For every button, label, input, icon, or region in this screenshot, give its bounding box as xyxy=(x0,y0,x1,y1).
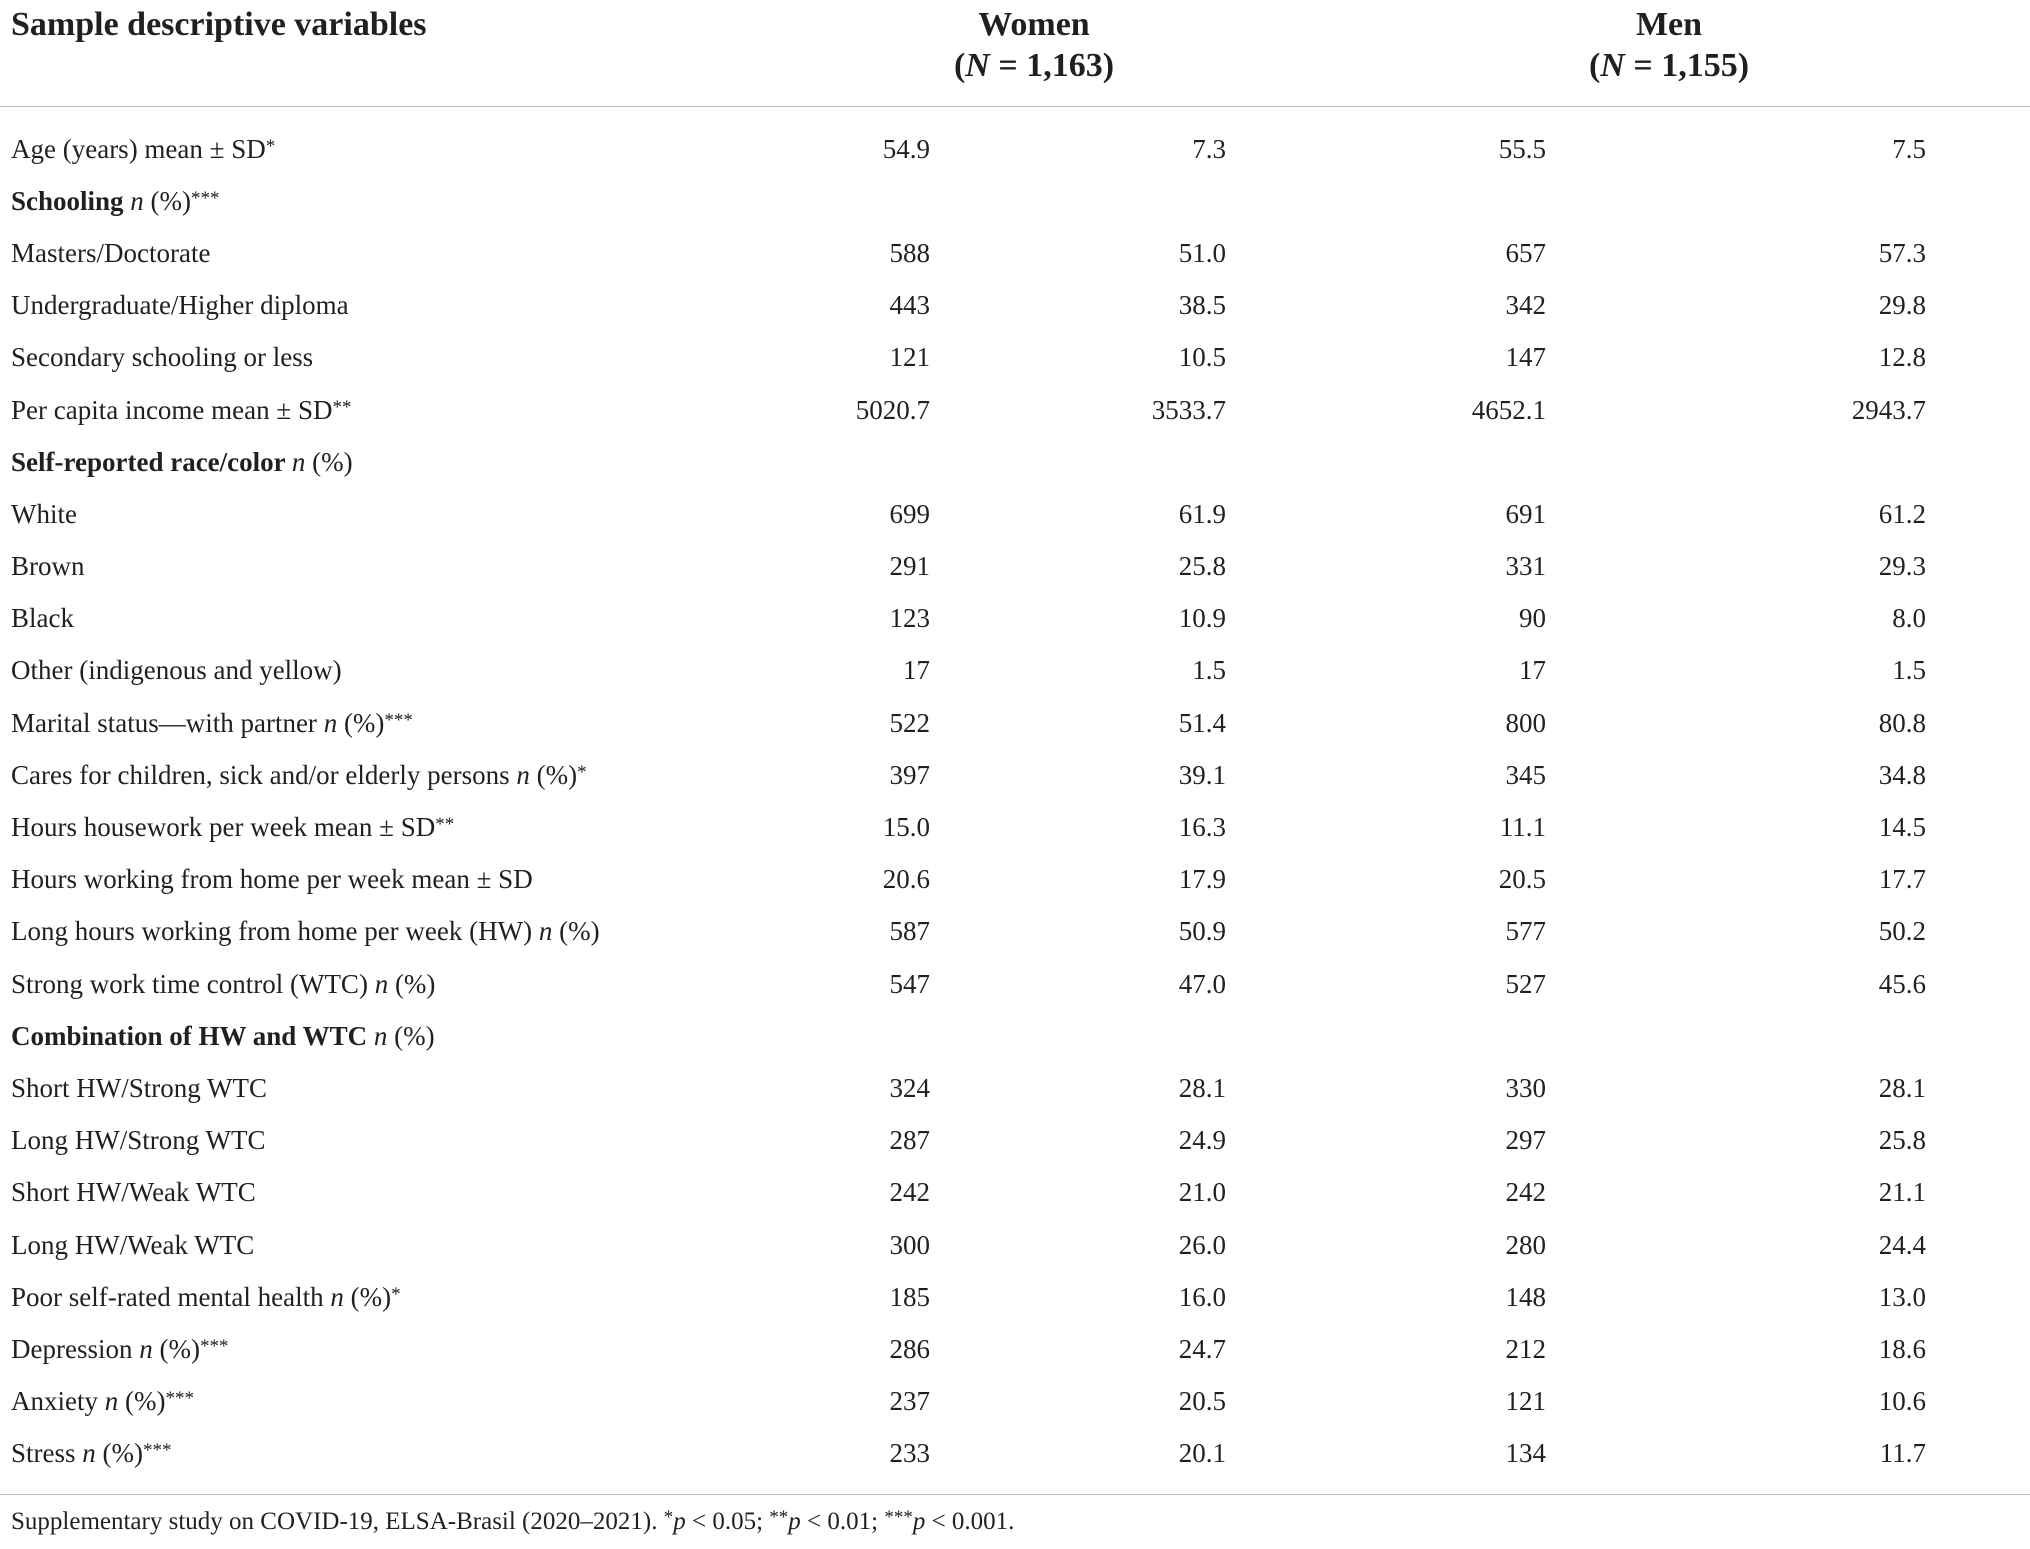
cell-women-value: 16.3 xyxy=(1178,812,1226,843)
cell-women-count: 287 xyxy=(889,1125,930,1156)
row-label: Age (years) mean ± SD* xyxy=(11,133,276,164)
table-header xyxy=(0,0,2030,107)
cell-women-count: 233 xyxy=(889,1438,930,1469)
cell-men-value: 13.0 xyxy=(1878,1281,1926,1312)
row-label: Marital status—with partner n (%)*** xyxy=(11,707,413,738)
table-row xyxy=(0,1115,2030,1167)
header-women-title: Women xyxy=(978,6,1090,43)
cell-men-count xyxy=(1308,175,1606,227)
cell-men-value: 29.3 xyxy=(1878,551,1926,582)
row-label: Other (indigenous and yellow) xyxy=(11,655,342,686)
table-row xyxy=(0,1010,2030,1062)
cell-men-count: 342 xyxy=(1505,290,1546,321)
cell-men-count xyxy=(1308,1010,1606,1062)
cell-women-count: 185 xyxy=(889,1281,930,1312)
table-row xyxy=(0,749,2030,801)
row-label: Brown xyxy=(11,551,85,582)
table-row xyxy=(0,854,2030,906)
cell-men-value: 21.1 xyxy=(1878,1177,1926,1208)
cell-women-value: 20.5 xyxy=(1178,1386,1226,1417)
cell-women-value: 7.3 xyxy=(1192,133,1226,164)
cell-women-value: 20.1 xyxy=(1178,1438,1226,1469)
cell-men-count: 148 xyxy=(1505,1281,1546,1312)
cell-men-value: 24.4 xyxy=(1878,1229,1926,1260)
cell-men-value: 10.6 xyxy=(1878,1386,1926,1417)
table-row xyxy=(0,1428,2030,1480)
cell-men-count: 17 xyxy=(1519,655,1546,686)
table-row xyxy=(0,175,2030,227)
cell-men-value: 11.7 xyxy=(1879,1438,1926,1469)
table-row xyxy=(0,541,2030,593)
cell-men-count: 527 xyxy=(1505,968,1546,999)
table-row xyxy=(0,1167,2030,1219)
row-label: Long hours working from home per week (HW) n (%) xyxy=(11,916,600,947)
cell-men-value: 8.0 xyxy=(1892,603,1926,634)
cell-women-count: 20.6 xyxy=(882,864,930,895)
cell-men-count: 242 xyxy=(1505,1177,1546,1208)
row-label: Schooling n (%)*** xyxy=(11,185,220,216)
table-row xyxy=(0,1062,2030,1114)
cell-men-value xyxy=(1606,1010,2030,1062)
cell-women-count: 17 xyxy=(903,655,930,686)
cell-men-count: 55.5 xyxy=(1498,133,1546,164)
cell-men-count: 20.5 xyxy=(1498,864,1546,895)
table-row xyxy=(0,645,2030,697)
cell-women-value: 51.4 xyxy=(1178,707,1226,738)
row-label: Depression n (%)*** xyxy=(11,1333,229,1364)
table-row xyxy=(0,1376,2030,1428)
table-row xyxy=(0,436,2030,488)
cell-women-count: 397 xyxy=(889,759,930,790)
row-label: Hours housework per week mean ± SD** xyxy=(11,812,455,843)
header-variables: Sample descriptive variables xyxy=(0,0,760,107)
row-label: Black xyxy=(11,603,74,634)
cell-women-count: 15.0 xyxy=(882,812,930,843)
table-row xyxy=(0,593,2030,645)
cell-women-value: 3533.7 xyxy=(1151,394,1226,425)
cell-men-value: 25.8 xyxy=(1878,1125,1926,1156)
header-women-count: (N = 1,163) xyxy=(953,47,1115,84)
cell-women-value xyxy=(932,436,1308,488)
cell-men-count: 4652.1 xyxy=(1471,394,1546,425)
cell-women-value: 38.5 xyxy=(1178,290,1226,321)
table-row xyxy=(0,488,2030,540)
cell-women-value: 1.5 xyxy=(1192,655,1226,686)
cell-men-value: 34.8 xyxy=(1878,759,1926,790)
table-row xyxy=(0,958,2030,1010)
cell-women-count: 300 xyxy=(889,1229,930,1260)
cell-women-count: 291 xyxy=(889,551,930,582)
table-row xyxy=(0,1219,2030,1271)
row-label: Cares for children, sick and/or elderly persons n (%)* xyxy=(11,759,587,790)
cell-men-count: 800 xyxy=(1505,707,1546,738)
cell-women-value: 28.1 xyxy=(1178,1072,1226,1103)
cell-men-count: 330 xyxy=(1505,1072,1546,1103)
cell-men-count: 691 xyxy=(1505,498,1546,529)
cell-women-value xyxy=(932,1010,1308,1062)
cell-men-value: 7.5 xyxy=(1892,133,1926,164)
cell-women-count: 5020.7 xyxy=(855,394,930,425)
cell-men-value: 50.2 xyxy=(1878,916,1926,947)
cell-women-count: 324 xyxy=(889,1072,930,1103)
cell-women-value: 21.0 xyxy=(1178,1177,1226,1208)
cell-women-value xyxy=(932,175,1308,227)
cell-men-value: 17.7 xyxy=(1878,864,1926,895)
cell-men-value: 80.8 xyxy=(1878,707,1926,738)
table-row xyxy=(0,1323,2030,1375)
table-footnote: Supplementary study on COVID-19, ELSA-Brasil (2020–2021). *p < 0.05; **p < 0.01; ***p < 0.001. xyxy=(0,1494,2030,1536)
cell-women-value: 10.5 xyxy=(1178,342,1226,373)
row-label: Combination of HW and WTC n (%) xyxy=(11,1020,435,1051)
cell-men-count: 577 xyxy=(1505,916,1546,947)
cell-women-value: 61.9 xyxy=(1178,498,1226,529)
row-label: Short HW/Strong WTC xyxy=(11,1072,267,1103)
cell-men-value: 45.6 xyxy=(1878,968,1926,999)
row-label: Masters/Doctorate xyxy=(11,237,211,268)
table-body xyxy=(0,107,2030,1480)
cell-men-value: 29.8 xyxy=(1878,290,1926,321)
cell-men-value: 57.3 xyxy=(1878,237,1926,268)
header-men xyxy=(1308,0,2030,107)
cell-women-count: 588 xyxy=(889,237,930,268)
cell-men-count: 90 xyxy=(1519,603,1546,634)
cell-men-value: 61.2 xyxy=(1878,498,1926,529)
row-label: White xyxy=(11,498,77,529)
cell-men-count: 345 xyxy=(1505,759,1546,790)
cell-women-count: 54.9 xyxy=(882,133,930,164)
cell-women-value: 47.0 xyxy=(1178,968,1226,999)
cell-women-value: 10.9 xyxy=(1178,603,1226,634)
row-label: Long HW/Strong WTC xyxy=(11,1125,266,1156)
cell-men-count: 11.1 xyxy=(1499,812,1546,843)
cell-women-count: 123 xyxy=(889,603,930,634)
cell-men-value xyxy=(1606,175,2030,227)
table-row xyxy=(0,801,2030,853)
cell-men-value: 2943.7 xyxy=(1851,394,1926,425)
cell-women-count xyxy=(760,436,932,488)
cell-women-value: 16.0 xyxy=(1178,1281,1226,1312)
cell-women-count xyxy=(760,175,932,227)
cell-men-value xyxy=(1606,436,2030,488)
table-row xyxy=(0,332,2030,384)
cell-men-count: 297 xyxy=(1505,1125,1546,1156)
cell-women-count: 242 xyxy=(889,1177,930,1208)
cell-men-count: 134 xyxy=(1505,1438,1546,1469)
cell-women-value: 17.9 xyxy=(1178,864,1226,895)
cell-women-count xyxy=(760,1010,932,1062)
cell-men-count: 657 xyxy=(1505,237,1546,268)
table-row xyxy=(0,697,2030,749)
row-label: Poor self-rated mental health n (%)* xyxy=(11,1281,401,1312)
cell-men-count: 147 xyxy=(1505,342,1546,373)
cell-men-count: 121 xyxy=(1505,1386,1546,1417)
cell-women-count: 699 xyxy=(889,498,930,529)
cell-women-value: 51.0 xyxy=(1178,237,1226,268)
table-row xyxy=(0,906,2030,958)
row-label: Stress n (%)*** xyxy=(11,1438,172,1469)
cell-men-count: 280 xyxy=(1505,1229,1546,1260)
row-label: Anxiety n (%)*** xyxy=(11,1386,194,1417)
cell-women-value: 24.9 xyxy=(1178,1125,1226,1156)
cell-men-value: 18.6 xyxy=(1878,1333,1926,1364)
cell-women-count: 443 xyxy=(889,290,930,321)
cell-men-count: 212 xyxy=(1505,1333,1546,1364)
header-women xyxy=(760,0,1308,107)
row-label: Strong work time control (WTC) n (%) xyxy=(11,968,436,999)
row-label: Per capita income mean ± SD** xyxy=(11,394,352,425)
row-label: Undergraduate/Higher diploma xyxy=(11,290,349,321)
cell-men-count: 331 xyxy=(1505,551,1546,582)
cell-men-value: 1.5 xyxy=(1892,655,1926,686)
row-label: Self-reported race/color n (%) xyxy=(11,446,353,477)
cell-men-count xyxy=(1308,436,1606,488)
header-men-count: (N = 1,155) xyxy=(1588,47,1750,84)
table-row xyxy=(0,1271,2030,1323)
cell-women-value: 50.9 xyxy=(1178,916,1226,947)
row-label: Long HW/Weak WTC xyxy=(11,1229,255,1260)
cell-women-value: 24.7 xyxy=(1178,1333,1226,1364)
cell-women-value: 39.1 xyxy=(1178,759,1226,790)
row-label: Hours working from home per week mean ± SD xyxy=(11,864,533,895)
cell-women-count: 121 xyxy=(889,342,930,373)
table-row xyxy=(0,384,2030,436)
row-label: Short HW/Weak WTC xyxy=(11,1177,256,1208)
cell-women-count: 237 xyxy=(889,1386,930,1417)
cell-women-value: 26.0 xyxy=(1178,1229,1226,1260)
cell-men-value: 12.8 xyxy=(1878,342,1926,373)
table-row xyxy=(0,280,2030,332)
cell-men-value: 14.5 xyxy=(1878,812,1926,843)
table-row xyxy=(0,227,2030,279)
table-row xyxy=(0,107,2030,176)
cell-women-count: 547 xyxy=(889,968,930,999)
cell-women-value: 25.8 xyxy=(1178,551,1226,582)
row-label: Secondary schooling or less xyxy=(11,342,314,373)
cell-men-value: 28.1 xyxy=(1878,1072,1926,1103)
header-men-title: Men xyxy=(1635,6,1703,43)
cell-women-count: 286 xyxy=(889,1333,930,1364)
cell-women-count: 587 xyxy=(889,916,930,947)
cell-women-count: 522 xyxy=(889,707,930,738)
